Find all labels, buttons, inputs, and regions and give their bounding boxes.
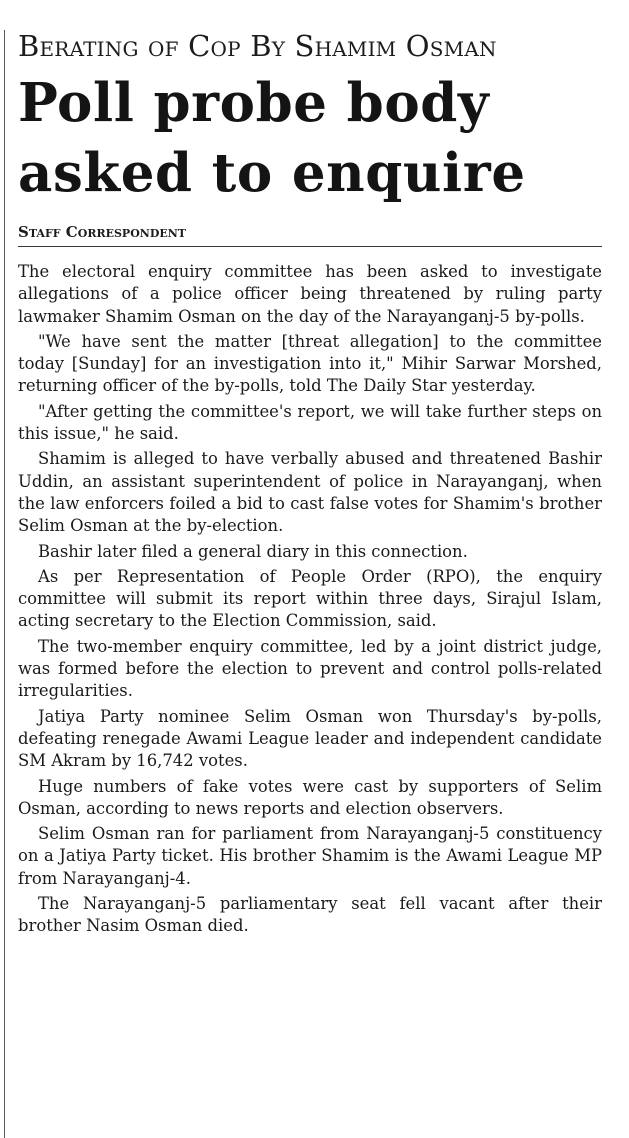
paragraph: The two-member enquiry committee, led by a joint district judge, was formed before the election to prevent and control polls-related irregularities. (18, 636, 602, 701)
article (18, 26, 602, 938)
paragraph: Huge numbers of fake votes were cast by supporters of Selim Osman, according to news reports and election observers. (18, 776, 602, 818)
paragraph: "After getting the committee's report, we will take further steps on this issue," he said. (18, 401, 602, 444)
paragraph: Bashir later filed a general diary in this connection. (38, 541, 468, 561)
paragraph: Shamim is alleged to have verbally abused and threatened Bashir Uddin, an assistant superintendent of police in Narayanganj, when the law enforcers foiled a bid to cast false votes for Shamim's brother Selim Osman at the by-election. (18, 449, 602, 536)
paragraph: Jatiya Party nominee Selim Osman won Thursday's by-polls, defeating renegade Awami League leader and independent candidate SM Akram by 16,742 votes. (18, 706, 602, 771)
paragraph: As per Representation of People Order (RPO), the enquiry committee will submit its report within three days, Sirajul Islam, acting secretary to the Election Commission, said. (18, 566, 602, 631)
paragraph: "We have sent the matter [threat allegation] to the committee today [Sunday] for an investigation into it," Mihir Sarwar Morshed, returning officer of the by-polls, told The Daily Star yesterday. (18, 331, 602, 396)
kicker: Berating of Cop By Shamim Osman (18, 29, 497, 63)
paragraph: The Narayanganj-5 parliamentary seat fell vacant after their brother Nasim Osman died. (18, 894, 602, 936)
byline: Staff Correspondent (18, 222, 602, 247)
article-body (18, 261, 602, 938)
paragraph: The electoral enquiry committee has been asked to investigate allegations of a police officer being threatened by ruling party lawmaker Shamim Osman on the day of the Narayanganj-5 by-polls. (18, 262, 602, 326)
headline: Poll probe body asked to enquire (18, 72, 526, 204)
paragraph: Selim Osman ran for parliament from Narayanganj-5 constituency on a Jatiya Party ticket. His brother Shamim is the Awami League MP from Narayanganj-4. (18, 824, 602, 888)
column-rule (4, 30, 5, 1138)
